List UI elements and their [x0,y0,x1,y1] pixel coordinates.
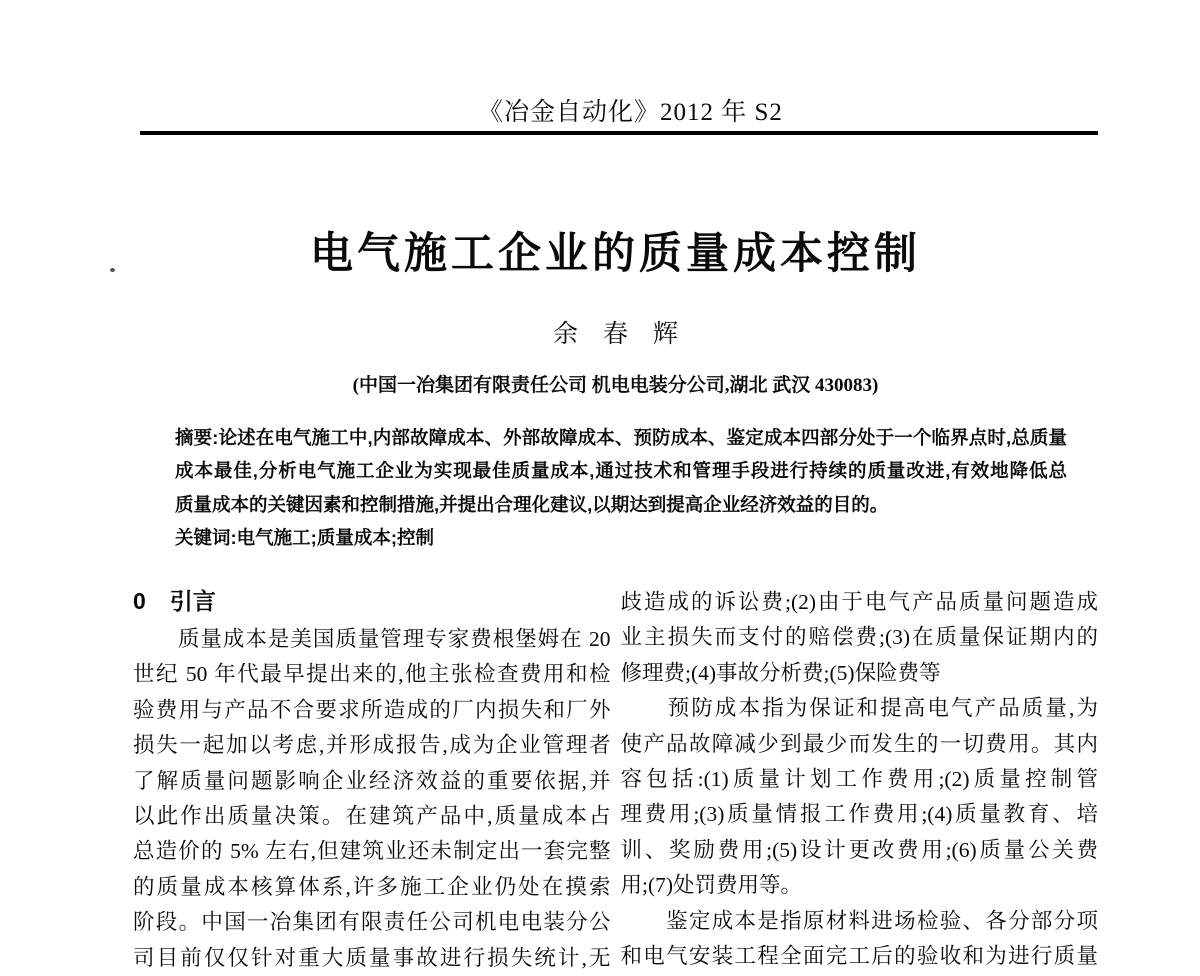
body-line: 理费用;(3)质量情报工作费用;(4)质量教育、培 [620,802,1098,827]
left-column-lines [133,622,611,976]
body-line: 业主损失而支付的赔偿费;(3)在质量保证期内的 [620,625,1098,650]
author-name: 余 春 辉 [552,321,678,348]
body-columns [133,585,1098,970]
body-line: 损失一起加以考虑,并形成报告,成为企业管理者 [133,733,611,758]
keywords-line [175,521,1067,554]
body-line: 总造价的 5% 左右,但建筑业还未制定出一套完整 [133,839,611,864]
body-line: 修理费;(4)事故分析费;(5)保险费等 [620,660,941,685]
right-column-lines [621,585,1099,974]
abstract-line-3: 质量成本的关键因素和控制措施,并提出合理化建议,以期达到提高企业经济效益的目的。 [175,493,889,515]
body-line: 以此作出质量决策。在建筑产品中,质量成本占 [133,803,611,828]
abstract-block [175,421,1067,555]
keywords-text: 电气施工;质量成本;控制 [236,527,434,549]
abstract-text: 论述在电气施工中,内部故障成本、外部故障成本、预防成本、鉴定成本四部分处于一个临界点时,总质量 [218,427,1067,448]
body-line: 质量成本是美国质量管理专家费根堡姆在 20 [133,627,611,651]
body-line: 训、奖励费用;(5)设计更改费用;(6)质量公关费 [620,837,1098,862]
body-line: 世纪 50 年代最早提出来的,他主张检查费用和检 [133,662,611,687]
body-line: 用;(7)处罚费用等。 [620,873,803,898]
scan-speck [110,268,115,272]
body-line: 和电气安装工程全面完工后的验收和为进行质量 [620,943,1098,968]
section-heading [133,585,611,622]
body-line: 了解质量问题影响企业经济效益的重要依据,并 [133,768,611,793]
body-line: 验费用与产品不合要求所造成的厂内损失和厂外 [133,697,611,722]
right-column [620,585,1099,968]
body-line: 预防成本指为保证和提高电气产品质量,为 [620,696,1098,721]
section-title: 引言 [169,588,216,614]
body-line: 鉴定成本是指原材料进场检验、各分部分项 [620,908,1098,933]
header-rule [140,131,1098,135]
left-column [133,585,611,970]
body-line: 歧造成的诉讼费;(2)由于电气产品质量问题造成 [620,590,1098,614]
abstract-line-1 [175,421,1067,454]
keywords-label: 关键词: [175,527,237,549]
paper-title: 电气施工企业的质量成本控制 [310,230,921,278]
body-line: 容包括:(1)质量计划工作费用;(2)质量控制管 [620,766,1098,791]
abstract-label: 摘要: [175,427,219,448]
journal-header: 《冶金自动化》2012 年 S2 [478,99,783,126]
body-line: 的质量成本核算体系,许多施工企业仍处在摸索 [133,874,611,899]
body-line: 司目前仅仅针对重大质量事故进行损失统计,无 [133,945,611,970]
body-line: 阶段。中国一冶集团有限责任公司机电电装分公 [133,910,611,935]
body-line: 使产品故障减少到最少而发生的一切费用。其内 [620,731,1098,756]
section-number: 0 [133,588,146,614]
affiliation-line: (中国一冶集团有限责任公司 机电电装分公司,湖北 武汉 430083) [352,375,879,396]
abstract-line-2: 成本最佳,分析电气施工企业为实现最佳质量成本,通过技术和管理手段进行持续的质量改进,有效地降低总 [175,460,1067,482]
